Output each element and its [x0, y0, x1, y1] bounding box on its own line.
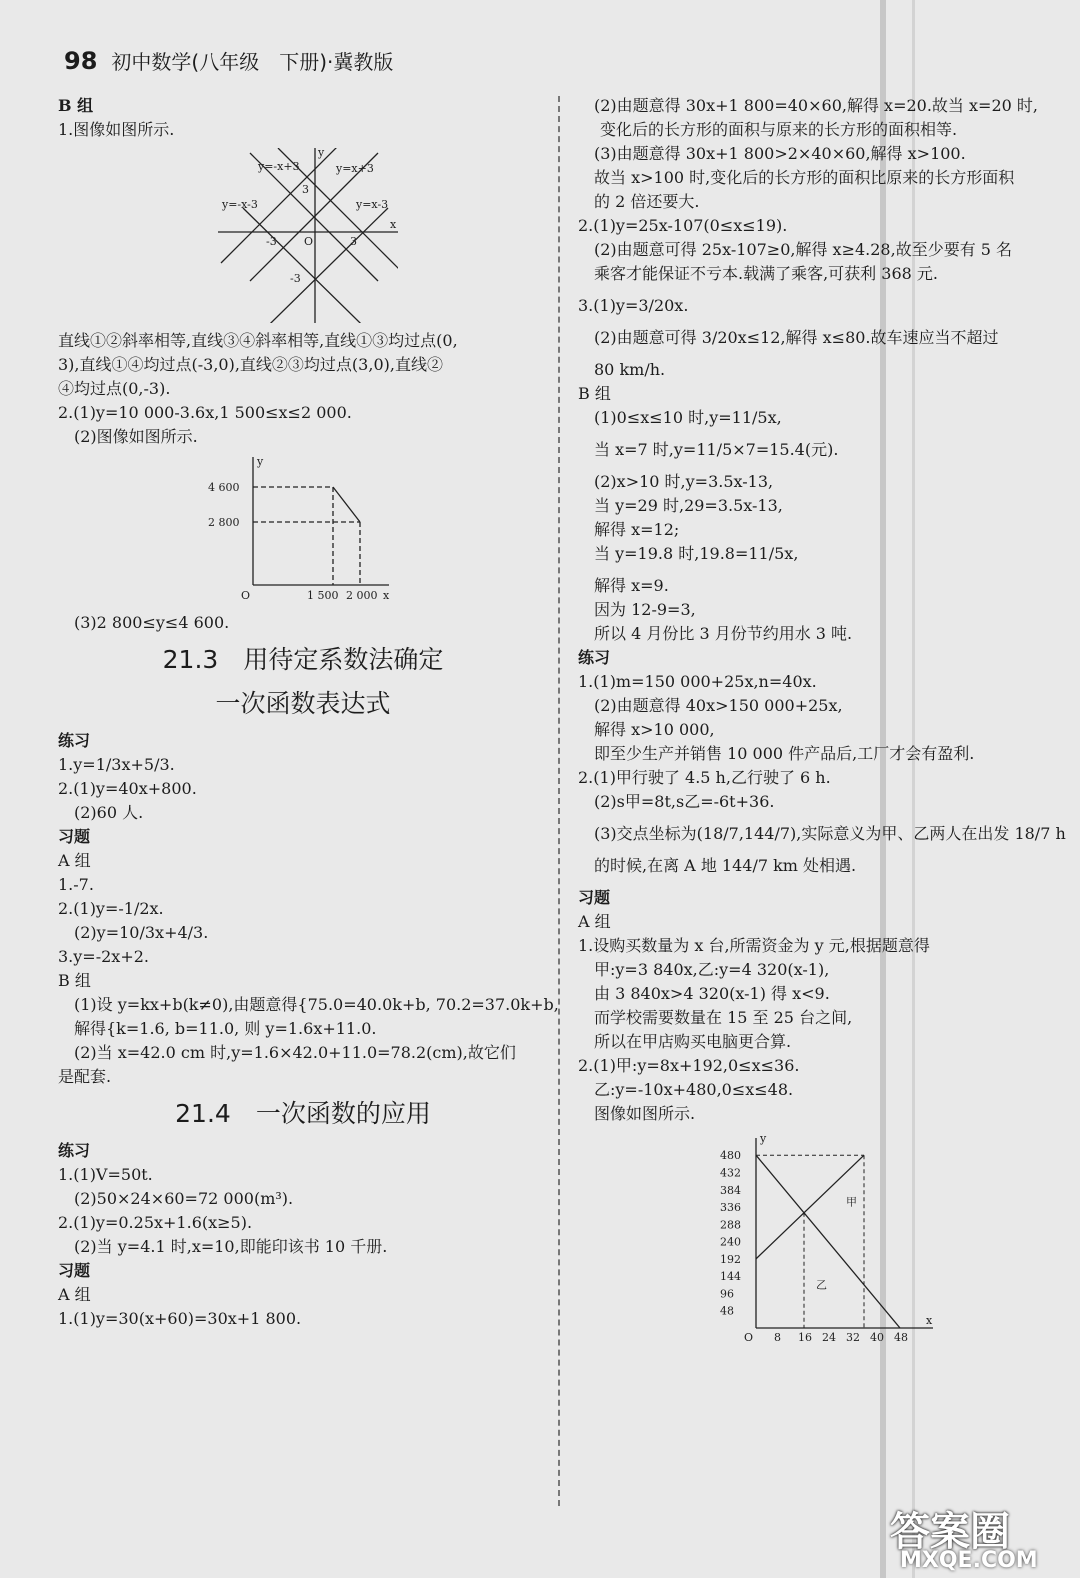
subsection-label: 习题	[58, 827, 91, 846]
axis-label: y	[760, 1132, 767, 1145]
answer-line: ④均过点(0,-3).	[58, 379, 171, 398]
series-label: 甲	[846, 1195, 857, 1209]
subsection-label: 练习	[58, 731, 91, 750]
tick-label: -3	[290, 272, 301, 285]
answer-line: (2)由题意得 40x>150 000+25x,	[594, 696, 843, 715]
x-tick-label: 40	[870, 1331, 884, 1344]
answer-line: 由 3 840x>4 320(x-1) 得 x<9.	[594, 984, 830, 1003]
answer-line: 解得 x=12;	[594, 520, 680, 539]
subsection-label: 练习	[58, 1141, 91, 1160]
answer-line: 直线①②斜率相等,直线③④斜率相等,直线①③均过点(0,	[58, 331, 458, 350]
curve-label: y=x-3	[356, 198, 389, 211]
group-label: B 组	[578, 384, 611, 403]
x-tick-label: 16	[798, 1331, 812, 1344]
answer-line: 解得{k=1.6, b=11.0, 则 y=1.6x+11.0.	[74, 1019, 377, 1038]
answer-line: (2)由题意可得 25x-107≥0,解得 x≥4.28,故至少要有 5 名	[594, 240, 1013, 259]
origin-label: O	[241, 589, 251, 602]
column-divider	[558, 96, 560, 1506]
answer-line: 2.(1)y=25x-107(0≤x≤19).	[578, 216, 788, 235]
answer-line: 当 y=19.8 时,19.8=11/5x,	[594, 544, 799, 563]
axis-label: y	[318, 148, 325, 159]
tick-label: 2 000	[346, 589, 378, 602]
series-label: 乙	[816, 1278, 827, 1292]
answer-line: 而学校需要数量在 15 至 25 台之间,	[594, 1008, 853, 1027]
y-tick-label: 336	[720, 1201, 741, 1215]
left-column	[58, 94, 559, 1331]
answer-line: 解得 x=9.	[594, 576, 669, 595]
answer-line: (2)当 y=4.1 时,x=10,即能印该书 10 千册.	[74, 1237, 388, 1256]
group-label: B 组	[58, 96, 94, 115]
x-tick-label: 8	[774, 1331, 781, 1344]
subsection-label: 习题	[58, 1261, 91, 1280]
answer-line: 2.(1)甲行驶了 4.5 h,乙行驶了 6 h.	[578, 768, 831, 787]
answer-line: 1.-7.	[58, 875, 94, 894]
answer-line: 2.(1)甲:y=8x+192,0≤x≤36.	[578, 1056, 800, 1075]
x-tick-label: 48	[894, 1331, 908, 1344]
tick-label: -3	[266, 235, 277, 248]
group-label: A 组	[58, 1285, 91, 1304]
tick-label: 1 500	[307, 589, 339, 602]
axis-label: x	[390, 218, 397, 231]
y-tick-label: 192	[720, 1252, 741, 1266]
answer-line: 图像如图所示.	[594, 1104, 696, 1123]
origin-label: O	[304, 235, 314, 248]
watermark-url: MXQE.COM	[900, 1548, 1038, 1573]
answer-line: 甲:y=3 840x,乙:y=4 320(x-1),	[594, 960, 830, 979]
y-tick-label: 480	[720, 1149, 741, 1163]
curve-label: y=-x-3	[222, 198, 258, 211]
answer-line: 1.设购买数量为 x 台,所需资金为 y 元,根据题意得	[578, 936, 930, 955]
answer-line: (2)当 x=42.0 cm 时,y=1.6×42.0+11.0=78.2(cm),故它们	[74, 1043, 516, 1062]
origin-label: O	[744, 1331, 754, 1344]
curve-label: y=x+3	[336, 162, 374, 175]
answer-line: (2)由题意可得 3/20x≤12,解得 x≤80.故车速应当不超过	[594, 328, 999, 347]
answer-line: 2.(1)y=0.25x+1.6(x≥5).	[58, 1213, 253, 1232]
answer-line: 是配套.	[58, 1067, 112, 1086]
watermark-logo: 答案圈	[890, 1509, 1010, 1555]
answer-line: 80 km/h.	[594, 360, 666, 379]
answer-line: 变化后的长方形的面积与原来的长方形的面积相等.	[600, 120, 958, 139]
answer-line: 的时候,在离 A 地 144/7 km 处相遇.	[594, 856, 857, 875]
answer-line: 1.(1)V=50t.	[58, 1165, 153, 1184]
answer-line: (3)由题意得 30x+1 800>2×40×60,解得 x>100.	[594, 144, 966, 163]
answer-line: 1.图像如图所示.	[58, 120, 175, 139]
y-tick-label: 144	[720, 1270, 741, 1284]
axis-label: x	[926, 1314, 933, 1327]
right-column	[578, 94, 1068, 1358]
answer-line: 乙:y=-10x+480,0≤x≤48.	[594, 1080, 794, 1099]
answer-line: 所以在甲店购买电脑更合算.	[594, 1032, 792, 1051]
tick-label: 3	[350, 235, 357, 248]
y-tick-label: 384	[720, 1183, 741, 1197]
answer-line: 1.y=1/3x+5/3.	[58, 755, 175, 774]
answer-line: 当 x=7 时,y=11/5×7=15.4(元).	[594, 440, 839, 459]
answer-line: 当 y=29 时,29=3.5x-13,	[594, 496, 783, 515]
subsection-label: 习题	[578, 888, 611, 907]
group-label: A 组	[578, 912, 611, 931]
answer-line: 因为 12-9=3,	[594, 600, 696, 619]
answer-line: (2)60 人.	[74, 803, 144, 822]
curve-label: y=-x+3	[258, 160, 300, 173]
answer-line: (3)2 800≤y≤4 600.	[74, 613, 230, 632]
answer-line: 3.y=-2x+2.	[58, 947, 149, 966]
x-tick-label: 32	[846, 1331, 860, 1344]
group-label: B 组	[58, 971, 91, 990]
price-graph	[203, 455, 393, 605]
tick-label: 3	[302, 183, 309, 196]
answer-line: 解得 x>10 000,	[594, 720, 715, 739]
tick-label: 2 800	[208, 516, 240, 529]
answer-line: (2)s甲=8t,s乙=-6t+36.	[594, 792, 775, 811]
axis-label: y	[257, 455, 264, 468]
answer-line: 1.(1)y=30(x+60)=30x+1 800.	[58, 1309, 302, 1328]
page-header	[64, 46, 393, 75]
answer-line: 乘客才能保证不亏本.载满了乘客,可获利 368 元.	[594, 264, 938, 283]
y-tick-label: 96	[720, 1287, 734, 1301]
y-tick-label: 432	[720, 1166, 741, 1180]
answer-line: (2)y=10/3x+4/3.	[74, 923, 209, 942]
answer-line: 即至少生产并销售 10 000 件产品后,工厂才会有盈利.	[594, 744, 975, 763]
y-tick-label: 288	[720, 1218, 741, 1232]
line-yi	[756, 1155, 900, 1328]
answer-line: (3)交点坐标为(18/7,144/7),实际意义为甲、乙两人在出发 18/7 h	[594, 824, 1066, 843]
answer-line: 的 2 倍还要大.	[594, 192, 700, 211]
section-title: 21.3 用待定系数法确定	[162, 645, 444, 674]
answer-line: (2)由题意得 30x+1 800=40×60,解得 x=20.故当 x=20 时,	[594, 96, 1038, 115]
tick-label: 4 600	[208, 481, 240, 494]
answer-line: 3.(1)y=3/20x.	[578, 296, 689, 315]
section-title: 一次函数表达式	[215, 689, 391, 718]
page-number: 98	[64, 47, 98, 75]
answer-line: (1)设 y=kx+b(k≠0),由题意得{75.0=40.0k+b, 70.2=37.0k+b,	[74, 995, 559, 1014]
cost-graph	[718, 1132, 938, 1352]
answer-line: 2.(1)y=40x+800.	[58, 779, 197, 798]
group-label: A 组	[58, 851, 91, 870]
subsection-label: 练习	[578, 648, 611, 667]
y-tick-label: 48	[720, 1304, 734, 1318]
answer-line: 2.(1)y=10 000-3.6x,1 500≤x≤2 000.	[58, 403, 352, 422]
answer-line: 故当 x>100 时,变化后的长方形的面积比原来的长方形面积	[594, 168, 1015, 187]
answer-line: 3),直线①④均过点(-3,0),直线②③均过点(3,0),直线②	[58, 355, 443, 374]
x-tick-label: 24	[822, 1331, 836, 1344]
answer-line: 2.(1)y=-1/2x.	[58, 899, 164, 918]
y-tick-label: 240	[720, 1235, 741, 1249]
answer-line: (2)图像如图所示.	[74, 427, 198, 446]
answer-line: (1)0≤x≤10 时,y=11/5x,	[594, 408, 782, 427]
answer-line: (2)x>10 时,y=3.5x-13,	[594, 472, 774, 491]
axis-label: x	[383, 589, 390, 602]
section-title: 21.4 一次函数的应用	[175, 1099, 431, 1128]
answer-line: 1.(1)m=150 000+25x,n=40x.	[578, 672, 817, 691]
answer-line: 所以 4 月份比 3 月份节约用水 3 吨.	[594, 624, 853, 643]
book-title: 初中数学(八年级 下册)·冀教版	[111, 50, 394, 74]
answer-line: (2)50×24×60=72 000(m³).	[74, 1189, 294, 1208]
lines-graph	[218, 148, 398, 323]
